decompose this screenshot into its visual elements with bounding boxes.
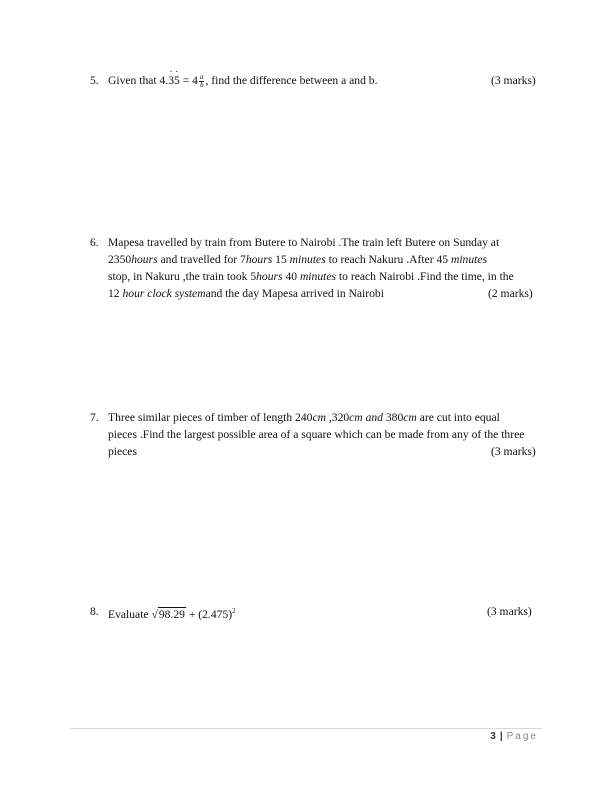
repeating-decimal: 4.3 ˙5 ˙ = 4 $\frac{a}{b}$ [160,74,206,87]
question-number: 7. [90,411,99,424]
marks-label: (3 marks) [491,74,536,87]
question-number: 5. [90,74,99,87]
footer-divider [70,728,542,729]
fraction: $\frac{a}{b}$ [199,72,204,89]
page-label: Page [506,731,538,742]
question-number: 8. [90,605,99,618]
question-text: Given that 4.3 ˙5 ˙ = 4 $\frac{a}{b}$ , find the difference between a and b. [108,72,377,89]
page-footer [490,731,538,742]
question-text: Evaluate $√98.29 + (2.475)^2$ [108,607,236,621]
question-number: 6. [90,236,99,249]
marks-label: (3 marks) [491,445,536,458]
square-root: √98.29 [151,607,185,621]
marks-label: (3 marks) [487,605,532,618]
question-text: Three similar pieces of timber of length 240cm ,320cm and 380cm are cut into equal pieces .Find the largest possible area of a square which can be made from any of the three pieces [108,411,525,458]
question-text: Mapesa travelled by train from Butere to Nairobi .The train left Butere on Sunday at 2350hours and travelled for 7hours 15 minutes to reach Nakuru .After 45 minutes stop, in Nakuru ,the train took 5hours 40 minutes to reach Nairobi .Find the time, in the 12 hour clock systemand the day Mapesa arrived in Nairobi [108,236,514,300]
marks-label: (2 marks) [488,287,533,300]
page-number: 3 [490,731,496,742]
footer-separator: | [499,731,503,742]
